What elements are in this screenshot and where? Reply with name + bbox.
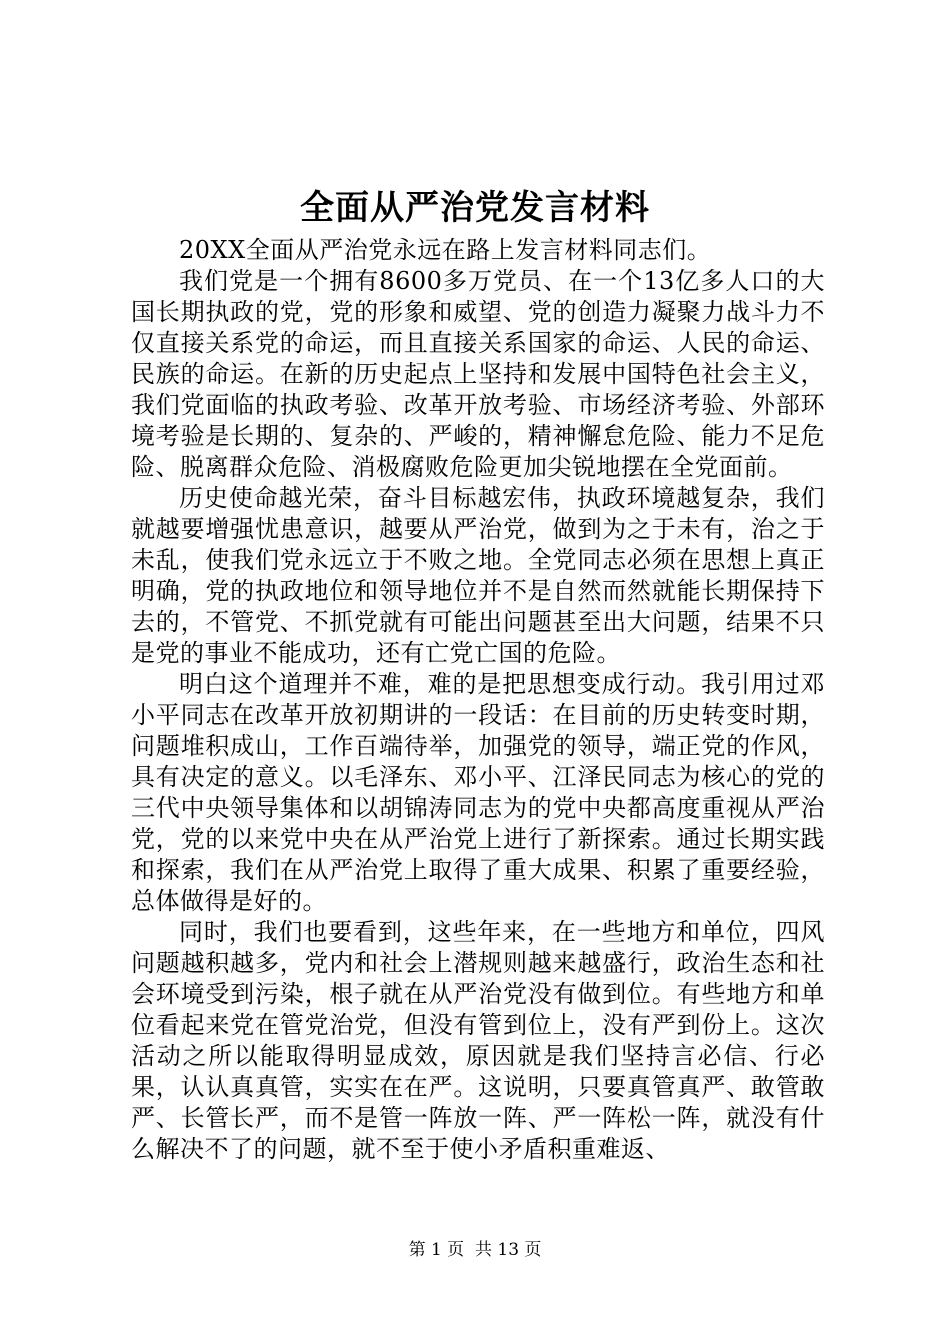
document-body bbox=[131, 235, 825, 1165]
paragraph-4: 明白这个道理并不难，难的是把思想变成行动。我引用过邓小平同志在改革开放初期讲的一段话：在目前的历史转变时期，问题堆积成山，工作百端待举，加强党的领导，端正党的作风，具有决定的意义。以毛泽东、邓小平、江泽民同志为核心的党的三代中央领导集体和以胡锦涛同志为的党中央都高度重视从严治党，党的以来党中央在从严治党上进行了新探索。通过长期实践和探索，我们在从严治党上取得了重大成果、积累了重要经验，总体做得是好的。 bbox=[131, 670, 825, 915]
page-footer bbox=[0, 1238, 950, 1262]
document-title: 全面从严治党发言材料 bbox=[300, 188, 650, 228]
paragraph-2: 我们党是一个拥有8600多万党员、在一个13亿多人口的大国长期执政的党，党的形象和威望、党的创造力凝聚力战斗力不仅直接关系党的命运，而且直接关系国家的命运、人民的命运、民族的命运。在新的历史起点上坚持和发展中国特色社会主义，我们党面临的执政考验、改革开放考验、市场经济考验、外部环境考验是长期的、复杂的、严峻的，精神懈怠危险、能力不足危险、脱离群众危险、消极腐败危险更加尖锐地摆在全党面前。 bbox=[131, 267, 825, 481]
paragraph-3: 历史使命越光荣，奋斗目标越宏伟，执政环境越复杂，我们就越要增强忧患意识，越要从严治党，做到为之于未有，治之于未乱，使我们党永远立于不败之地。全党同志必须在思想上真正明确，党的执政地位和领导地位并不是自然而然就能长期保持下去的，不管党、不抓党就有可能出问题甚至出大问题，结果不只是党的事业不能成功，还有亡党亡国的危险。 bbox=[131, 484, 825, 667]
paragraph-5: 同时，我们也要看到，这些年来，在一些地方和单位，四风问题越积越多，党内和社会上潜规则越来越盛行，政治生态和社会环境受到污染，根子就在从严治党没有做到位。有些地方和单位看起来党在管党治党，但没有管到位上，没有严到份上。这次活动之所以能取得明显成效，原因就是我们坚持言必信、行必果，认认真真管，实实在在严。这说明，只要真管真严、敢管敢严、长管长严，而不是管一阵放一阵、严一阵松一阵，就没有什么解决不了的问题，就不至于使小矛盾积重难返、 bbox=[131, 918, 825, 1163]
paragraph-1: 20XX全面从严治党永远在路上发言材料同志们。 bbox=[179, 236, 712, 264]
page-number-label: 第 1 页 共 13 页 bbox=[408, 1240, 542, 1260]
